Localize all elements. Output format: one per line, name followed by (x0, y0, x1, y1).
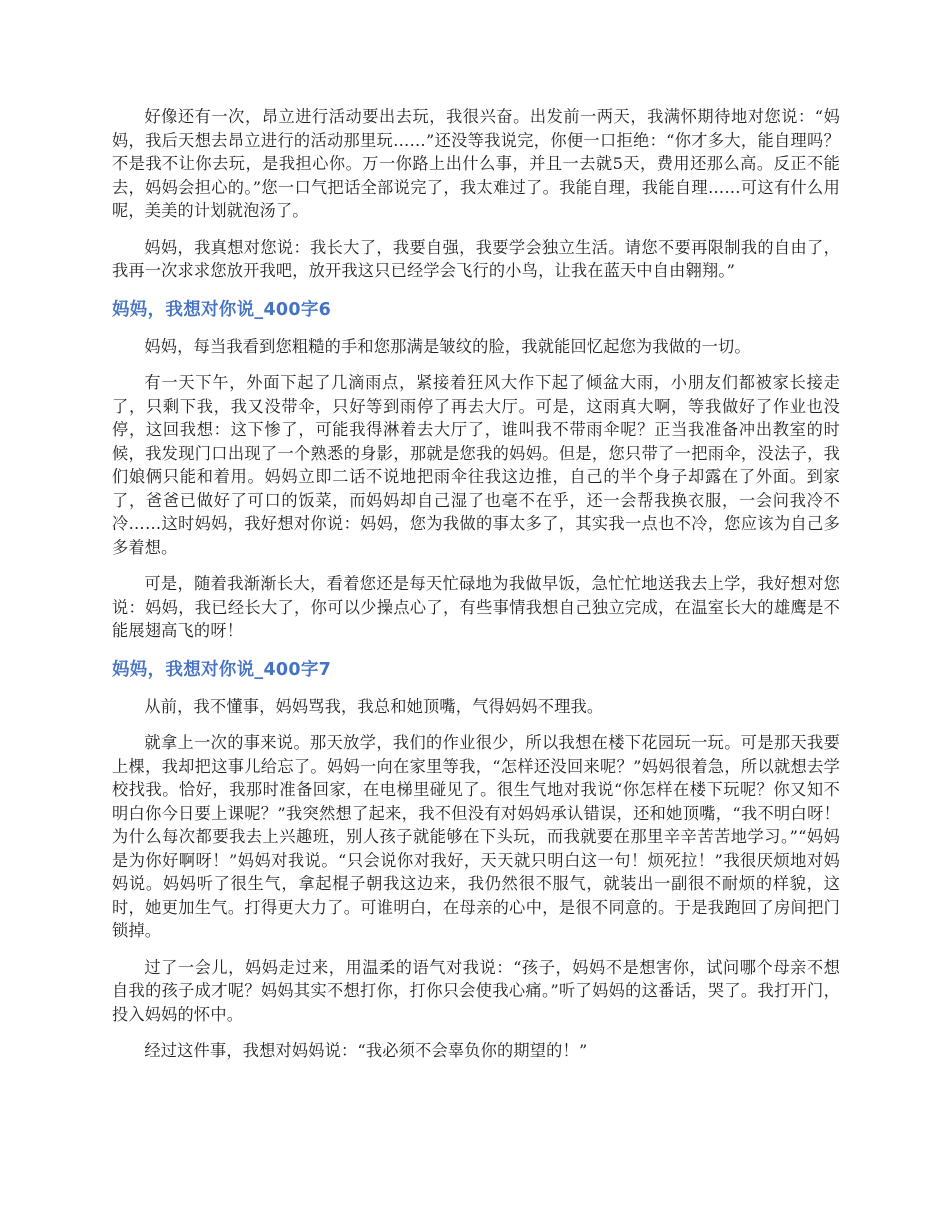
section-heading-6: 妈妈，我想对你说_400字6 (112, 299, 332, 320)
paragraph: 从前，我不懂事，妈妈骂我，我总和她顶嘴，气得妈妈不理我。 (144, 696, 604, 716)
section-heading-7: 妈妈，我想对你说_400字7 (112, 659, 332, 680)
paragraph: 有一天下午，外面下起了几滴雨点，紧接着狂风大作下起了倾盆大雨，小朋友们都被家长接走了，只剩下我，我又没带伞，只好等到雨停了再去大厅。可是，这雨真大啊，等我做好了作业也没停，这回我想：这下惨了，可能我得淋着去大厅了，谁叫我不带雨伞呢？正当我准备冲出教室的时候，我发现门口出现了一个熟悉的身影，那就是您我的妈妈。但是，您只带了一把雨伞，没法子，我们娘俩只能和着用。妈妈立即二话不说地把雨伞往我这边推，自己的半个身子却露在了外面。到家了，爸爸已做好了可口的饭菜，而妈妈却自己湿了也毫不在乎，还一会帮我换衣服，一会问我冷不冷……这时妈妈，我好想对你说：妈妈，您为我做的事太多了，其实我一点也不冷，您应该为自己多多着想。 (112, 373, 840, 557)
document-page (112, 105, 840, 1076)
paragraph: 经过这件事，我想对妈妈说：“我必须不会辜负你的期望的！” (144, 1041, 588, 1060)
paragraph: 好像还有一次，昂立进行活动要出去玩，我很兴奋。出发前一两天，我满怀期待地对您说：“妈妈，我后天想去昂立进行的活动那里玩……”还没等我说完，你便一口拒绝：“你才多大，能自理吗？不是我不让你去玩，是我担心你。万一你路上出什么事，并且一去就5天，费用还那么高。反正不能去，妈妈会担心的。”您一口气把话全部说完了，我太难过了。我能自理，我能自理……可这有什么用呢，美美的计划就泡汤了。 (112, 107, 840, 220)
paragraph: 可是，随着我渐渐长大，看着您还是每天忙碌地为我做早饭，急忙忙地送我去上学，我好想对您说：妈妈，我已经长大了，你可以少操点心了，有些事情我想自己独立完成，在温室长大的雄鹰是不能展翅高飞的呀！ (112, 574, 840, 640)
paragraph: 妈妈，我真想对您说：我长大了，我要自强，我要学会独立生活。请您不要再限制我的自由了，我再一次求求您放开我吧，放开我这只已经学会飞行的小鸟，让我在蓝天中自由翱翔。” (112, 237, 840, 280)
paragraph: 就拿上一次的事来说。那天放学，我们的作业很少，所以我想在楼下花园玩一玩。可是那天我要上棵，我却把这事儿给忘了。妈妈一向在家里等我，“怎样还没回来呢？”妈妈很着急，所以就想去学校找我。恰好，我那时准备回家，在电梯里碰见了。很生气地对我说“你怎样在楼下玩呢？你又知不明白你今日要上课呢？”我突然想了起来，我不但没有对妈妈承认错误，还和她顶嘴，“我不明白呀！为什么每次都要我去上兴趣班，别人孩子就能够在下头玩，而我就要在那里辛辛苦苦地学习。”“妈妈是为你好啊呀！”妈妈对我说。“只会说你对我好，天天就只明白这一句！烦死拉！”我很厌烦地对妈妈说。妈妈听了很生气，拿起棍子朝我这边来，我仍然很不服气，就装出一副很不耐烦的样貌，这时，她更加生气。打得更大力了。可谁明白，在母亲的心中，是很不同意的。于是我跑回了房间把门锁掉。 (112, 733, 840, 940)
paragraph: 过了一会儿，妈妈走过来，用温柔的语气对我说：“孩子，妈妈不是想害你，试问哪个母亲不想自我的孩子成才呢？妈妈其实不想打你，打你只会使我心痛。”听了妈妈的这番话，哭了。我打开门，投入妈妈的怀中。 (112, 957, 840, 1024)
paragraph: 妈妈，每当我看到您粗糙的手和您那满是皱纹的脸，我就能回忆起您为我做的一切。 (144, 336, 751, 356)
